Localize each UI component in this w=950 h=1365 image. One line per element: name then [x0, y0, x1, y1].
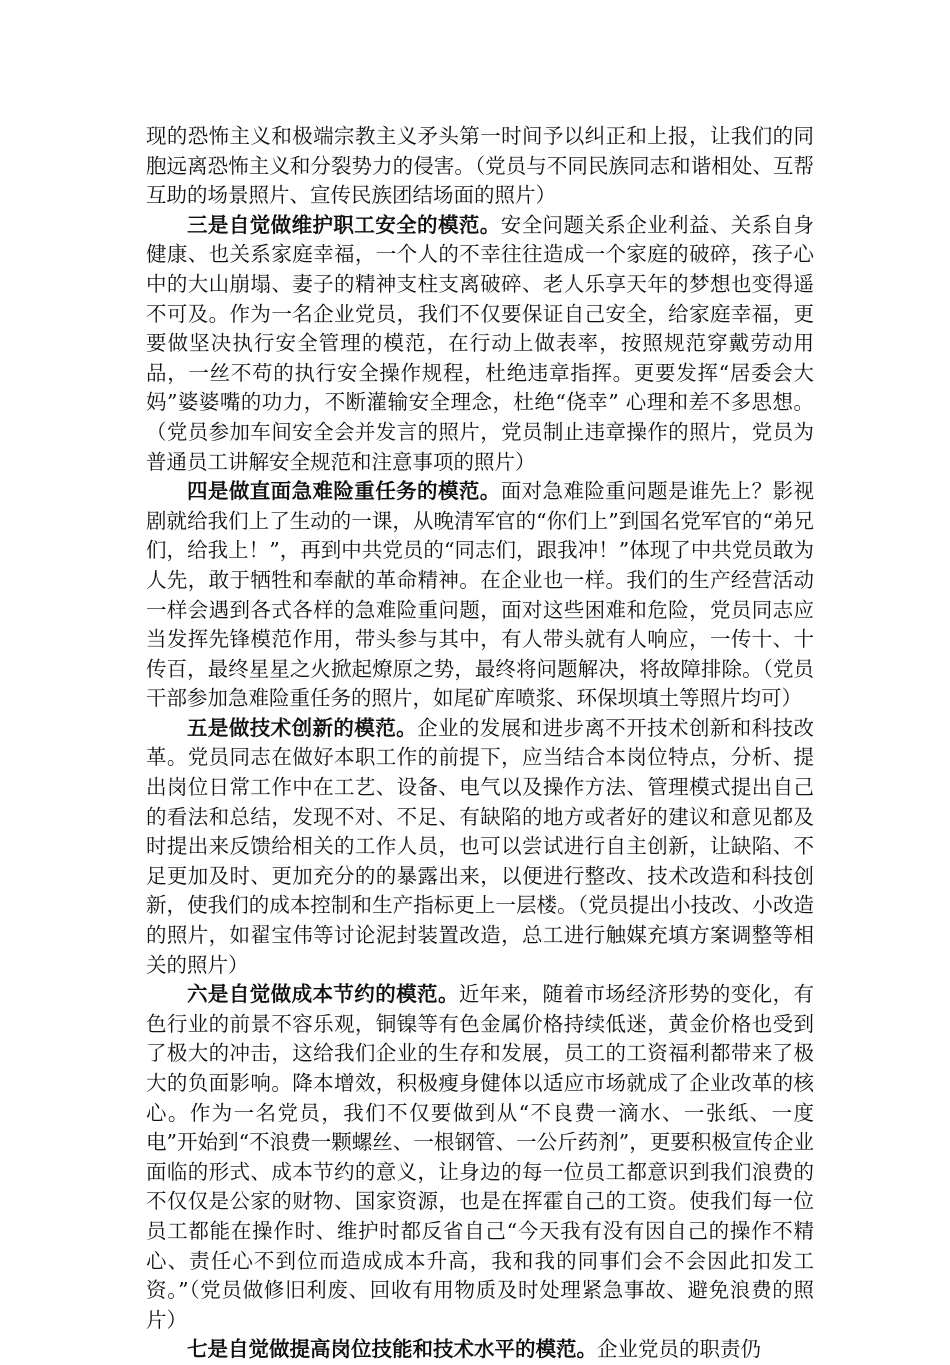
paragraph-body: 面对急难险重问题是谁先上？影视剧就给我们上了生动的一课，从晚清军官的“你们上”到国名党军官的“弟兄们，给我上！”，再到中共党员的“同志们，跟我冲！”体现了中共党员敢为人先，敢于牺牲和奉献的革命精神。在企业也一样。我们的生产经营活动一样会遇到各式各样的急难险重问题，面对这些困难和危险，党员同志应当发挥先锋模范作用，带头参与其中，有人带头就有人响应，一传十、十传百，最终星星之火掀起燎原之势，最终将问题解决，将故障排除。（党员干部参加急难险重任务的照片，如尾矿库喷浆、环保坝填土等照片均可）	[146, 479, 815, 711]
paragraph-safety-model	[146, 211, 814, 477]
paragraph-heading: 七是自觉做提高岗位技能和技术水平的模范。	[187, 1337, 597, 1362]
paragraph-heading: 四是做直面急难险重任务的模范。	[187, 479, 501, 504]
paragraph-skills-model	[146, 1335, 814, 1365]
paragraph-body: 企业的发展和进步离不开技术创新和科技改革。党员同志在做好本职工作的前提下，应当结合本岗位特点，分析、提出岗位日常工作中在工艺、设备、电气以及操作方法、管理模式提出自己的看法和总结，发现不对、不足、有缺陷的地方或者好的建议和意见都及时提出来反馈给相关的工作人员，也可以尝试进行自主创新，让缺陷、不足更加及时、更加充分的的暴露出来，以便进行整改、技术改造和科技创新，使我们的成本控制和生产指标更上一层楼。（党员提出小技改、小改造的照片，如翟宝伟等讨论泥封装置改造，总工进行触媒充填方案调整等相关的照片）	[146, 715, 815, 977]
document-page	[146, 122, 814, 1365]
paragraph-innovation-model	[146, 714, 814, 980]
paragraph-body: 企业党员的职责仍	[597, 1337, 761, 1362]
paragraph-heading: 五是做技术创新的模范。	[187, 715, 418, 740]
paragraph-body: 近年来，随着市场经济形势的变化，有色行业的前景不容乐观，铜镍等有色金属价格持续低迷，黄金价格也受到了极大的冲击，这给我们企业的生存和发展，员工的工资福利都带来了极大的负面影响。降本增效，积极瘦身健体以适应市场就成了企业改革的核心。作为一名党员，我们不仅要做到从“不良费一滴水、一张纸、一度电”开始到“不浪费一颗螺丝、一根钢管、一公斤药剂”，更要积极宣传企业面临的形式、成本节约的意义，让身边的每一位员工都意识到我们浪费的不仅仅是公家的财物、国家资源，也是在挥霍自己的工资。使我们每一位员工都能在操作时、维护时都反省自己“今天我有没有因自己的操作不精心、责任心不到位而造成成本升高，我和我的同事们会不会因此扣发工资。”（党员做修旧利废、回收有用物质及时处理紧急事故、避免浪费的照片）	[146, 982, 815, 1332]
paragraph-body: 现的恐怖主义和极端宗教主义矛头第一时间予以纠正和上报，让我们的同胞远离恐怖主义和分裂势力的侵害。（党员与不同民族同志和谐相处、互帮互助的场景照片、宣传民族团结场面的照片）	[146, 124, 814, 208]
paragraph-urgent-tasks-model	[146, 477, 814, 714]
paragraph-heading: 三是自觉做维护职工安全的模范。	[187, 212, 501, 237]
paragraph-cost-saving-model	[146, 980, 814, 1335]
paragraph-heading: 六是自觉做成本节约的模范。	[187, 982, 459, 1007]
paragraph-body: 安全问题关系企业利益、关系自身健康、也关系家庭幸福，一个人的不幸往往造成一个家庭的破碎，孩子心中的大山崩塌、妻子的精神支柱支离破碎、老人乐享天年的梦想也变得遥不可及。作为一名企业党员，我们不仅要保证自己安全，给家庭幸福，更要做坚决执行安全管理的模范，在行动上做表率，按照规范穿戴劳动用品，一丝不苟的执行安全操作规程，杜绝违章指挥。更要发挥“居委会大妈”婆婆嘴的功力，不断灌输安全理念，杜绝“侥幸” 心理和差不多思想。（党员参加车间安全会并发言的照片，党员制止违章操作的照片，党员为普通员工讲解安全规范和注意事项的照片）	[146, 212, 815, 474]
paragraph-intro-continuation	[146, 122, 814, 211]
